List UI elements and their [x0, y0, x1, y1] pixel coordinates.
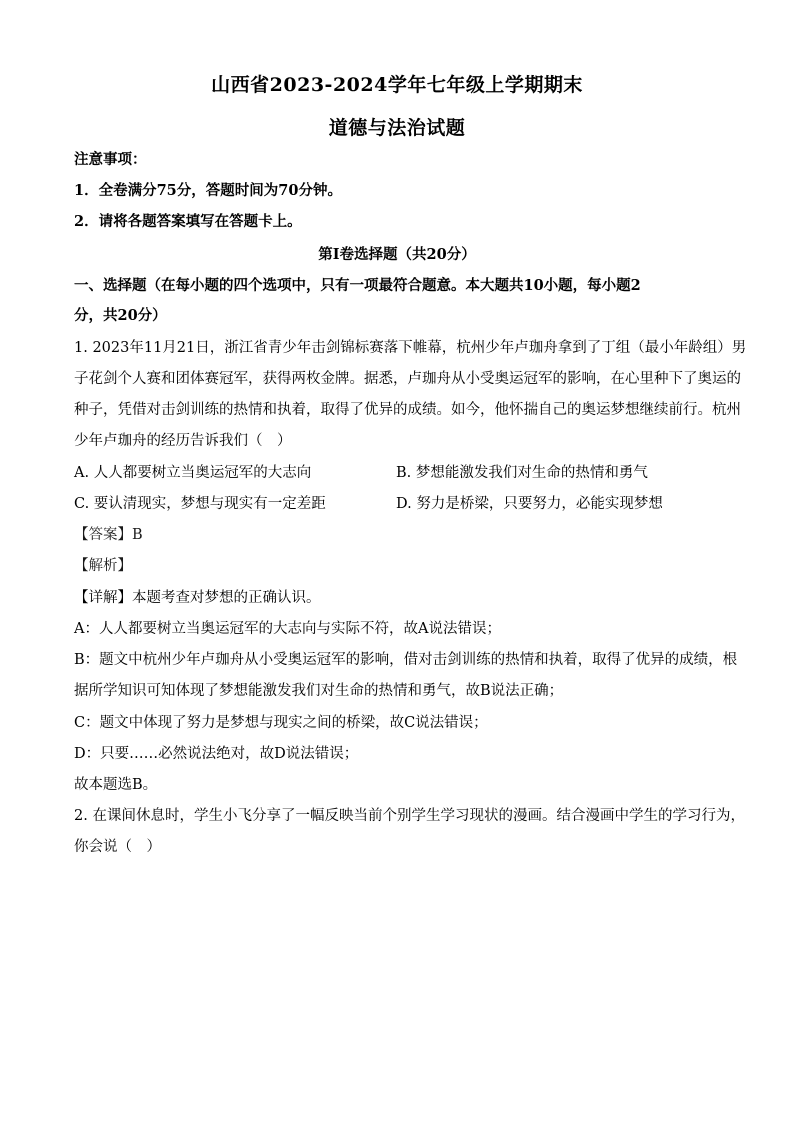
- notice-heading: 注意事项：: [74, 151, 147, 168]
- question-1-line-1: 1. 2023年11月21日，浙江省青少年击剑锦标赛落下帷幕，杭州少年卢珈舟拿到了丁组（最小年龄组）男: [74, 340, 747, 356]
- question-1-option-c: C. 要认清现实，梦想与现实有一定差距: [74, 496, 326, 512]
- question-1-detail: 【详解】本题考查对梦想的正确认识。: [74, 590, 321, 606]
- question-1-option-d: D. 努力是桥梁，只要努力，必能实现梦想: [396, 496, 663, 512]
- question-1-analysis-tag: 【解析】: [74, 558, 132, 574]
- question-1-explain-c: C：题文中体现了努力是梦想与现实之间的桥梁，故C说法错误；: [74, 715, 488, 731]
- question-1-line-3: 种子，凭借对击剑训练的热情和执着，取得了优异的成绩。如今，他怀揣自己的奥运梦想继续前行。杭州: [74, 402, 741, 418]
- question-1-option-b: B. 梦想能激发我们对生命的热情和勇气: [396, 465, 648, 481]
- question-1-line-4: 少年卢珈舟的经历告诉我们（ ）: [74, 433, 292, 449]
- question-1-conclusion: 故本题选B。: [74, 777, 158, 793]
- part-instructions-line-2: 分，共20分）: [74, 307, 167, 324]
- question-2-line-1: 2. 在课间休息时，学生小飞分享了一幅反映当前个别学生学习现状的漫画。结合漫画中学生的学习行为，: [74, 808, 745, 824]
- question-1-explain-d: D：只要……必然说法绝对，故D说法错误；: [74, 746, 359, 762]
- exam-subtitle: 道德与法治试题: [328, 117, 466, 139]
- question-1-option-a: A. 人人都要树立当奥运冠军的大志向: [74, 465, 312, 481]
- exam-title: 山西省2023-2024学年七年级上学期期末: [211, 74, 583, 96]
- question-1-explain-b-line-1: B：题文中杭州少年卢珈舟从小受奥运冠军的影响，借对击剑训练的热情和执着，取得了优异的成绩，根: [74, 652, 738, 668]
- question-1-line-2: 子花剑个人赛和团体赛冠军，获得两枚金牌。据悉，卢珈舟从小受奥运冠军的影响，在心里种下了奥运的: [74, 371, 741, 387]
- section-title: 第Ⅰ卷选择题（共20分）: [318, 246, 476, 263]
- question-1-explain-b-line-2: 据所学知识可知体现了梦想能激发我们对生命的热情和勇气，故B说法正确；: [74, 683, 564, 699]
- part-instructions-line-1: 一、选择题（在每小题的四个选项中，只有一项最符合题意。本大题共10小题，每小题2: [74, 277, 641, 294]
- question-1-explain-a: A：人人都要树立当奥运冠军的大志向与实际不符，故A说法错误；: [74, 621, 501, 637]
- notice-item-2: 2．请将各题答案填写在答题卡上。: [74, 213, 302, 230]
- question-2-line-2: 你会说（ ）: [74, 839, 161, 855]
- notice-item-1: 1．全卷满分75分，答题时间为70分钟。: [74, 182, 342, 199]
- question-1-answer: 【答案】B: [74, 527, 143, 543]
